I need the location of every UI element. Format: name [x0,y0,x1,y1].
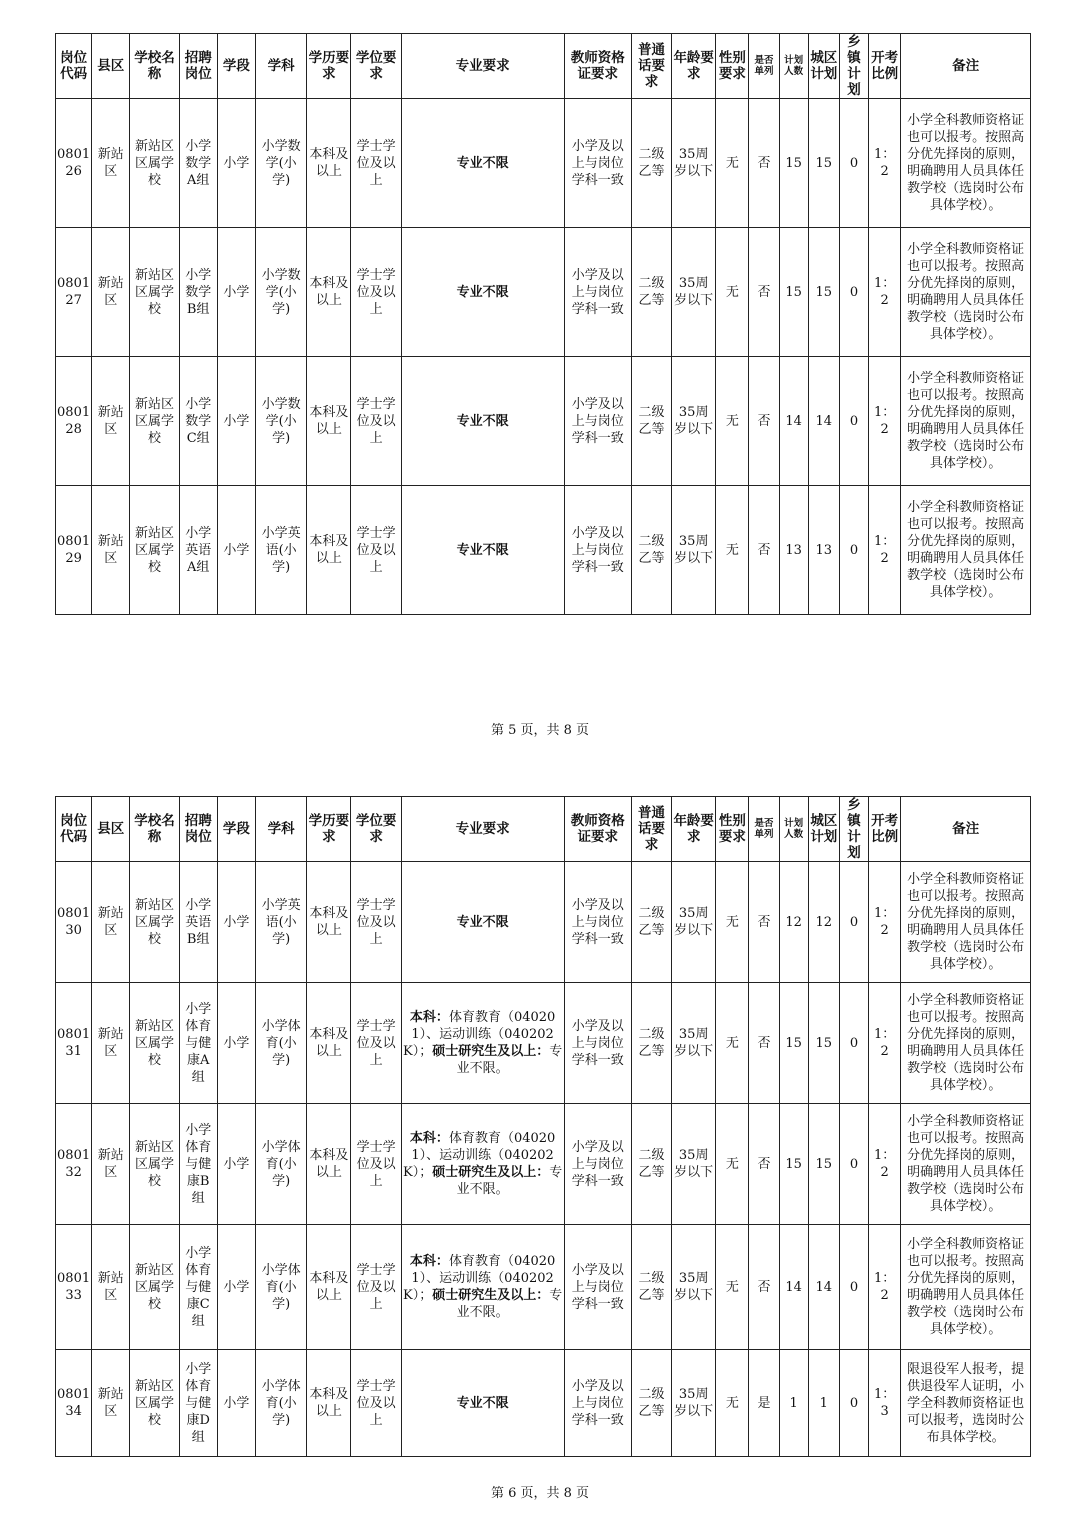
cell-school: 新站区区属学校 [130,228,179,357]
header-single: 是否单列 [749,797,779,862]
cell-gender: 无 [716,862,749,983]
cell-ratio: 1：2 [869,228,901,357]
table-body [56,99,1031,615]
cell-school: 新站区区属学校 [130,1104,179,1225]
header-mandarin: 普通话要求 [631,34,671,99]
cell-stage: 小学 [217,1104,255,1225]
header-rural: 乡镇计划 [839,34,868,99]
cell-school: 新站区区属学校 [130,1225,179,1350]
cell-code: 080127 [56,228,92,357]
cell-post: 小学英语A组 [179,486,217,615]
cell-degree: 学士学位及以上 [351,1104,401,1225]
cell-stage: 小学 [217,99,255,228]
cell-single: 否 [749,228,779,357]
cell-gender: 无 [716,486,749,615]
table-row [56,99,1031,228]
cell-school: 新站区区属学校 [130,1350,179,1457]
cell-stage: 小学 [217,983,255,1104]
header-urban: 城区计划 [808,797,839,862]
table-row [56,1104,1031,1225]
cell-degree: 学士学位及以上 [351,357,401,486]
header-major: 专业要求 [401,797,564,862]
cell-urban: 12 [808,862,839,983]
header-gender: 性别要求 [716,797,749,862]
cell-edu: 本科及以上 [307,486,351,615]
cell-single: 否 [749,1225,779,1350]
cell-single: 否 [749,983,779,1104]
major-text2: 专业不限。 [456,1165,563,1197]
cell-post: 小学数学C组 [179,357,217,486]
cell-subject: 小学体育(小学) [255,1225,306,1350]
header-urban: 城区计划 [808,34,839,99]
cell-single: 否 [749,486,779,615]
cell-mandarin: 二级乙等 [631,99,671,228]
major-label2: 硕士研究生及以上： [432,1288,550,1303]
cell-degree: 学士学位及以上 [351,983,401,1104]
cell-major: 专业不限 [401,357,564,486]
cell-post: 小学体育与健康A组 [179,983,217,1104]
header-cert: 教师资格证要求 [564,34,631,99]
header-planned: 计划人数 [779,34,808,99]
cell-urban: 14 [808,1225,839,1350]
cell-school: 新站区区属学校 [130,357,179,486]
cell-degree: 学士学位及以上 [351,99,401,228]
cell-single: 否 [749,357,779,486]
cell-code: 080129 [56,486,92,615]
cell-edu: 本科及以上 [307,1225,351,1350]
cell-school: 新站区区属学校 [130,486,179,615]
cell-code: 080131 [56,983,92,1104]
cell-age: 35周岁以下 [672,228,716,357]
cell-rural: 0 [839,862,868,983]
cell-ratio: 1：2 [869,862,901,983]
cell-code: 080134 [56,1350,92,1457]
cell-subject: 小学数学(小学) [255,357,306,486]
cell-planned: 14 [779,1225,808,1350]
cell-rural: 0 [839,1104,868,1225]
cell-planned: 1 [779,1350,808,1457]
job-table-page-6 [55,796,1031,1457]
cell-mandarin: 二级乙等 [631,486,671,615]
cell-stage: 小学 [217,357,255,486]
cell-remark: 小学全科教师资格证也可以报考。按照高分优先择岗的原则，明确聘用人员具体任教学校（选岗时公布具体学校）。 [901,357,1031,486]
cell-degree: 学士学位及以上 [351,1350,401,1457]
cell-rural: 0 [839,983,868,1104]
cell-stage: 小学 [217,486,255,615]
cell-rural: 0 [839,1350,868,1457]
cell-remark: 小学全科教师资格证也可以报考。按照高分优先择岗的原则，明确聘用人员具体任教学校（选岗时公布具体学校）。 [901,99,1031,228]
cell-subject: 小学数学(小学) [255,99,306,228]
cell-post: 小学体育与健康B组 [179,1104,217,1225]
cell-major [401,1104,564,1225]
cell-cert: 小学及以上与岗位学科一致 [564,99,631,228]
header-post: 招聘岗位 [179,797,217,862]
cell-age: 35周岁以下 [672,983,716,1104]
cell-ratio: 1：2 [869,357,901,486]
major-text2: 专业不限。 [456,1288,563,1320]
cell-single: 否 [749,1104,779,1225]
cell-gender: 无 [716,1104,749,1225]
cell-major [401,983,564,1104]
cell-age: 35周岁以下 [672,1104,716,1225]
cell-urban: 1 [808,1350,839,1457]
header-single: 是否单列 [749,34,779,99]
cell-major [401,1225,564,1350]
major-label1: 本科： [409,1254,449,1269]
cell-post: 小学体育与健康C组 [179,1225,217,1350]
header-remark: 备注 [901,34,1031,99]
cell-county: 新站区 [92,983,130,1104]
cell-mandarin: 二级乙等 [631,357,671,486]
cell-gender: 无 [716,983,749,1104]
cell-remark: 小学全科教师资格证也可以报考。按照高分优先择岗的原则，明确聘用人员具体任教学校（选岗时公布具体学校）。 [901,486,1031,615]
header-county: 县区 [92,797,130,862]
cell-cert: 小学及以上与岗位学科一致 [564,486,631,615]
header-rural: 乡镇计划 [839,797,868,862]
cell-edu: 本科及以上 [307,862,351,983]
major-text2: 专业不限。 [456,1044,563,1076]
cell-edu: 本科及以上 [307,1104,351,1225]
table-header [56,34,1031,99]
cell-edu: 本科及以上 [307,1350,351,1457]
cell-rural: 0 [839,357,868,486]
cell-planned: 15 [779,1104,808,1225]
cell-county: 新站区 [92,357,130,486]
major-text1: 体育教育（040201）、运动训练（040202K）； [402,1254,556,1303]
cell-remark: 小学全科教师资格证也可以报考。按照高分优先择岗的原则，明确聘用人员具体任教学校（选岗时公布具体学校）。 [901,1104,1031,1225]
cell-urban: 15 [808,983,839,1104]
cell-stage: 小学 [217,862,255,983]
cell-edu: 本科及以上 [307,983,351,1104]
cell-remark: 限退役军人报考，提供退役军人证明，小学全科教师资格证也可以报考，选岗时公布具体学校。 [901,1350,1031,1457]
header-post: 招聘岗位 [179,34,217,99]
cell-county: 新站区 [92,99,130,228]
cell-subject: 小学体育(小学) [255,1350,306,1457]
cell-post: 小学数学A组 [179,99,217,228]
cell-mandarin: 二级乙等 [631,1350,671,1457]
cell-ratio: 1：2 [869,486,901,615]
cell-mandarin: 二级乙等 [631,1225,671,1350]
header-cert: 教师资格证要求 [564,797,631,862]
cell-cert: 小学及以上与岗位学科一致 [564,1350,631,1457]
cell-planned: 13 [779,486,808,615]
cell-gender: 无 [716,228,749,357]
cell-age: 35周岁以下 [672,486,716,615]
major-label2: 硕士研究生及以上： [432,1044,550,1059]
cell-code: 080132 [56,1104,92,1225]
page-footer: 第 6 页，共 8 页 [490,1486,590,1501]
cell-degree: 学士学位及以上 [351,486,401,615]
header-stage: 学段 [217,34,255,99]
cell-planned: 15 [779,99,808,228]
cell-remark: 小学全科教师资格证也可以报考。按照高分优先择岗的原则，明确聘用人员具体任教学校（选岗时公布具体学校）。 [901,983,1031,1104]
cell-planned: 12 [779,862,808,983]
cell-urban: 15 [808,1104,839,1225]
cell-age: 35周岁以下 [672,1225,716,1350]
cell-major: 专业不限 [401,1350,564,1457]
header-age: 年龄要求 [672,797,716,862]
header-subject: 学科 [255,797,306,862]
cell-edu: 本科及以上 [307,228,351,357]
cell-mandarin: 二级乙等 [631,1104,671,1225]
cell-age: 35周岁以下 [672,357,716,486]
cell-school: 新站区区属学校 [130,99,179,228]
header-edu: 学历要求 [307,797,351,862]
cell-cert: 小学及以上与岗位学科一致 [564,357,631,486]
table-row [56,1350,1031,1457]
cell-code: 080133 [56,1225,92,1350]
cell-mandarin: 二级乙等 [631,228,671,357]
cell-remark: 小学全科教师资格证也可以报考。按照高分优先择岗的原则，明确聘用人员具体任教学校（选岗时公布具体学校）。 [901,862,1031,983]
table-header [56,797,1031,862]
header-ratio: 开考比例 [869,797,901,862]
cell-urban: 15 [808,99,839,228]
cell-major: 专业不限 [401,862,564,983]
cell-major: 专业不限 [401,228,564,357]
cell-school: 新站区区属学校 [130,862,179,983]
cell-stage: 小学 [217,1350,255,1457]
major-label1: 本科： [409,1131,449,1146]
cell-ratio: 1：2 [869,1104,901,1225]
header-county: 县区 [92,34,130,99]
major-text1: 体育教育（040201）、运动训练（040202K）； [402,1010,556,1059]
cell-age: 35周岁以下 [672,1350,716,1457]
header-remark: 备注 [901,797,1031,862]
cell-urban: 15 [808,228,839,357]
header-mandarin: 普通话要求 [631,797,671,862]
cell-county: 新站区 [92,1350,130,1457]
cell-mandarin: 二级乙等 [631,983,671,1104]
table-row [56,486,1031,615]
cell-ratio: 1：3 [869,1350,901,1457]
cell-single: 否 [749,99,779,228]
cell-planned: 15 [779,228,808,357]
cell-post: 小学数学B组 [179,228,217,357]
cell-gender: 无 [716,357,749,486]
header-subject: 学科 [255,34,306,99]
cell-subject: 小学英语(小学) [255,486,306,615]
table-body [56,862,1031,1457]
cell-edu: 本科及以上 [307,99,351,228]
cell-code: 080130 [56,862,92,983]
cell-single: 是 [749,1350,779,1457]
cell-major: 专业不限 [401,99,564,228]
cell-county: 新站区 [92,486,130,615]
cell-degree: 学士学位及以上 [351,1225,401,1350]
cell-school: 新站区区属学校 [130,983,179,1104]
cell-subject: 小学英语(小学) [255,862,306,983]
cell-county: 新站区 [92,1104,130,1225]
page-footer: 第 5 页，共 8 页 [490,723,590,738]
cell-cert: 小学及以上与岗位学科一致 [564,228,631,357]
table-row [56,228,1031,357]
cell-subject: 小学数学(小学) [255,228,306,357]
cell-rural: 0 [839,228,868,357]
header-gender: 性别要求 [716,34,749,99]
cell-subject: 小学体育(小学) [255,983,306,1104]
cell-code: 080126 [56,99,92,228]
cell-ratio: 1：2 [869,99,901,228]
header-code: 岗位代码 [56,34,92,99]
cell-planned: 14 [779,357,808,486]
cell-ratio: 1：2 [869,983,901,1104]
table-row [56,983,1031,1104]
major-label1: 本科： [409,1010,449,1025]
cell-code: 080128 [56,357,92,486]
major-label2: 硕士研究生及以上： [432,1165,550,1180]
cell-post: 小学体育与健康D组 [179,1350,217,1457]
cell-edu: 本科及以上 [307,357,351,486]
table-row [56,862,1031,983]
header-degree: 学位要求 [351,34,401,99]
cell-gender: 无 [716,1350,749,1457]
table-row [56,357,1031,486]
cell-rural: 0 [839,486,868,615]
header-edu: 学历要求 [307,34,351,99]
cell-county: 新站区 [92,862,130,983]
cell-age: 35周岁以下 [672,99,716,228]
header-stage: 学段 [217,797,255,862]
cell-cert: 小学及以上与岗位学科一致 [564,1104,631,1225]
cell-urban: 14 [808,357,839,486]
cell-degree: 学士学位及以上 [351,228,401,357]
cell-ratio: 1：2 [869,1225,901,1350]
cell-rural: 0 [839,99,868,228]
header-code: 岗位代码 [56,797,92,862]
cell-remark: 小学全科教师资格证也可以报考。按照高分优先择岗的原则，明确聘用人员具体任教学校（选岗时公布具体学校）。 [901,228,1031,357]
cell-stage: 小学 [217,228,255,357]
cell-planned: 15 [779,983,808,1104]
job-table-page-5 [55,33,1031,615]
header-ratio: 开考比例 [869,34,901,99]
header-planned: 计划人数 [779,797,808,862]
major-text1: 体育教育（040201）、运动训练（040202K）； [402,1131,556,1180]
header-school: 学校名称 [130,34,179,99]
cell-cert: 小学及以上与岗位学科一致 [564,983,631,1104]
cell-age: 35周岁以下 [672,862,716,983]
header-degree: 学位要求 [351,797,401,862]
cell-cert: 小学及以上与岗位学科一致 [564,1225,631,1350]
cell-remark: 小学全科教师资格证也可以报考。按照高分优先择岗的原则，明确聘用人员具体任教学校（选岗时公布具体学校）。 [901,1225,1031,1350]
cell-rural: 0 [839,1225,868,1350]
cell-gender: 无 [716,99,749,228]
cell-urban: 13 [808,486,839,615]
cell-gender: 无 [716,1225,749,1350]
cell-county: 新站区 [92,228,130,357]
header-age: 年龄要求 [672,34,716,99]
cell-mandarin: 二级乙等 [631,862,671,983]
table-row [56,1225,1031,1350]
header-school: 学校名称 [130,797,179,862]
header-major: 专业要求 [401,34,564,99]
cell-subject: 小学体育(小学) [255,1104,306,1225]
cell-stage: 小学 [217,1225,255,1350]
cell-post: 小学英语B组 [179,862,217,983]
cell-degree: 学士学位及以上 [351,862,401,983]
cell-single: 否 [749,862,779,983]
cell-county: 新站区 [92,1225,130,1350]
cell-cert: 小学及以上与岗位学科一致 [564,862,631,983]
cell-major: 专业不限 [401,486,564,615]
